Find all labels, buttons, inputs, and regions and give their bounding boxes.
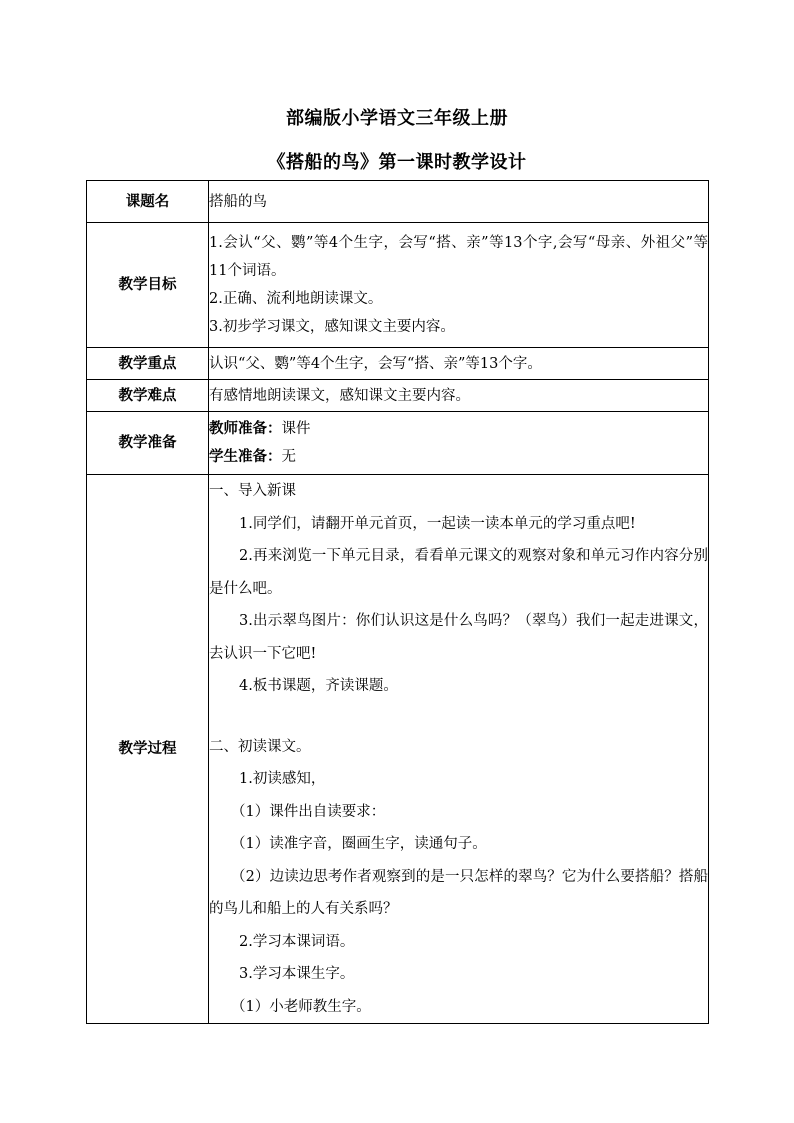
value-topic: 搭船的鸟	[209, 181, 709, 223]
row-topic	[87, 181, 709, 223]
process-item: 2.再来浏览一下单元目录，看看单元课文的观察对象和单元习作内容分别是什么吧。	[209, 548, 708, 597]
process-item: （2）边读边思考作者观察到的是一只怎样的翠鸟？它为什么要搭船？搭船的鸟儿和船上的人有关系吗？	[209, 868, 708, 917]
label-preparation: 教学准备	[87, 412, 209, 475]
value-process	[209, 475, 709, 1024]
value-preparation	[209, 412, 709, 475]
student-preparation	[209, 443, 708, 471]
process-item: 1.初读感知，	[239, 771, 326, 787]
label-key-points: 教学重点	[87, 348, 209, 380]
process-item: （1）小老师教生字。	[231, 998, 371, 1015]
lesson-plan-table	[86, 180, 709, 1024]
process-item: 4.板书课题，齐读课题。	[239, 678, 398, 694]
label-objectives: 教学目标	[87, 223, 209, 348]
process-item: 1.同学们，请翻开单元首页，一起读一读本单元的学习重点吧!	[239, 515, 636, 532]
row-key-points	[87, 348, 709, 380]
row-difficulties	[87, 380, 709, 412]
document-subtitle: 《搭船的鸟》第一课时教学设计	[267, 152, 527, 173]
objective-item: 3.初步学习课文，感知课文主要内容。	[209, 319, 455, 335]
value-objectives	[209, 223, 709, 348]
teacher-preparation-value: 课件	[281, 421, 311, 437]
label-difficulties: 教学难点	[87, 380, 209, 412]
student-preparation-label: 学生准备：	[209, 449, 282, 465]
process-item: 2.学习本课词语。	[239, 933, 355, 950]
process-item: 3.出示翠鸟图片：你们认识这是什么鸟吗？（翠鸟）我们一起走进课文，去认识一下它吧!	[209, 613, 708, 662]
row-preparation	[87, 412, 709, 475]
spacer	[209, 703, 708, 731]
teacher-preparation	[209, 415, 708, 443]
process-item: 3.学习本课生字。	[239, 966, 355, 982]
process-item: （1）读准字音，圈画生字，读通句子。	[231, 836, 487, 852]
row-process	[87, 475, 709, 1024]
value-difficulties: 有感情地朗读课文，感知课文主要内容。	[209, 380, 709, 412]
value-key-points: 认识“父、鹦”等4个生字，会写“搭、亲”等13个字。	[209, 348, 709, 380]
teacher-preparation-label: 教师准备：	[209, 421, 282, 437]
label-topic: 课题名	[87, 181, 209, 223]
row-objectives	[87, 223, 709, 348]
label-process: 教学过程	[87, 475, 209, 1024]
section-heading: 二、初读课文。	[209, 738, 311, 755]
objective-item: 2.正确、流利地朗读课文。	[209, 291, 383, 307]
student-preparation-value: 无	[281, 449, 296, 465]
section-heading: 一、导入新课	[209, 483, 296, 499]
document-title: 部编版小学语文三年级上册	[286, 108, 508, 129]
objective-item: 1.会认“父、鹦”等4个生字，会写“搭、亲”等13个字,会写“母亲、外祖父”等11个词语。	[209, 235, 708, 279]
process-item: （1）课件出自读要求：	[231, 803, 386, 820]
